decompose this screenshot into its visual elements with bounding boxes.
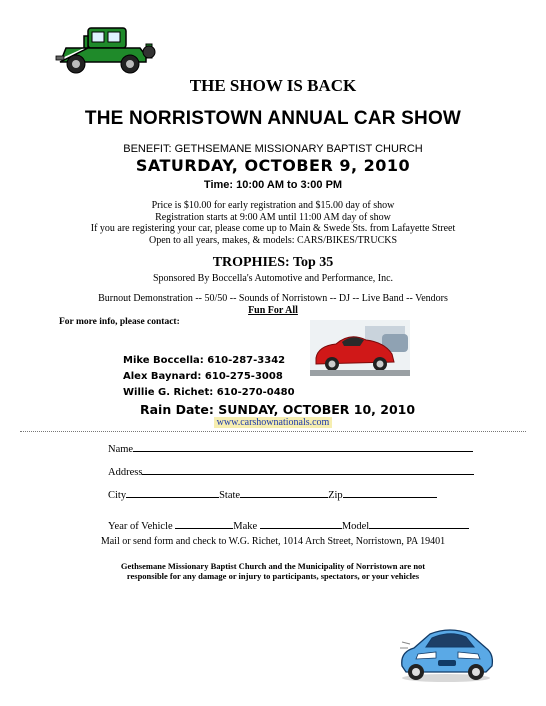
city-label: City xyxy=(108,490,127,501)
contact-list xyxy=(123,353,295,401)
detail-line: Price is $10.00 for early registration and $15.00 day of show xyxy=(151,200,395,211)
contact-entry: Mike Boccella: 610-287-3342 xyxy=(123,355,286,366)
form-row-city xyxy=(108,486,437,501)
form-row-name xyxy=(108,440,473,455)
disclaimer-line: Gethsemane Missionary Baptist Church and the Municipality of Norristown are not xyxy=(120,561,426,571)
zip-field[interactable] xyxy=(343,486,437,498)
make-label: Make xyxy=(233,521,258,532)
benefit-line: BENEFIT: GETHSEMANE MISSIONARY BAPTIST CHURCH xyxy=(123,143,423,155)
fun-for-all: Fun For All xyxy=(248,305,298,316)
cut-line-divider xyxy=(20,431,526,432)
year-field[interactable] xyxy=(175,517,233,529)
make-field[interactable] xyxy=(260,517,342,529)
address-label: Address xyxy=(108,467,143,478)
event-date: SATURDAY, OCTOBER 9, 2010 xyxy=(135,156,411,175)
red-car-photo xyxy=(310,320,410,376)
sponsor-line: Sponsored By Boccella's Automotive and Performance, Inc. xyxy=(152,273,394,284)
antique-car-illustration xyxy=(54,22,158,78)
blue-cartoon-car-illustration xyxy=(396,620,496,686)
disclaimer xyxy=(0,561,546,581)
disclaimer-line: responsible for any damage or injury to participants, spectators, or your vehicles xyxy=(126,571,420,581)
form-row-address xyxy=(108,463,474,478)
rain-date-label: Rain Date: xyxy=(140,402,214,417)
name-field[interactable] xyxy=(133,440,473,452)
mail-instructions: Mail or send form and check to W.G. Richet, 1014 Arch Street, Norristown, PA 19401 xyxy=(100,536,446,547)
trophies-heading: TROPHIES: Top 35 xyxy=(212,255,334,270)
website-row xyxy=(0,417,546,428)
model-label: Model xyxy=(341,521,370,532)
state-field[interactable] xyxy=(240,486,328,498)
city-field[interactable] xyxy=(126,486,219,498)
zip-label: Zip xyxy=(328,490,343,501)
detail-line: Registration starts at 9:00 AM until 11:00 AM day of show xyxy=(155,211,391,223)
model-field[interactable] xyxy=(369,517,469,529)
activities-line: Burnout Demonstration -- 50/50 -- Sounds of Norristown -- DJ -- Live Band -- Vendors xyxy=(98,293,448,304)
contact-entry: Willie G. Richet: 610-270-0480 xyxy=(123,387,295,398)
name-label: Name xyxy=(108,444,134,455)
address-field[interactable] xyxy=(142,463,474,475)
state-label: State xyxy=(219,490,241,501)
event-details xyxy=(0,200,546,246)
rain-date-value: SUNDAY, OCTOBER 10, 2010 xyxy=(218,402,416,417)
detail-line: If you are registering your car, please come up to Main & Swede Sts. from Lafayette Street xyxy=(90,223,456,234)
form-row-vehicle xyxy=(108,517,469,532)
year-label: Year of Vehicle xyxy=(108,521,173,532)
kicker-heading: THE SHOW IS BACK xyxy=(189,76,357,95)
rain-date xyxy=(140,402,415,417)
detail-line: Open to all years, makes, & models: CARS/BIKES/TRUCKS xyxy=(148,234,398,246)
page-title: THE NORRISTOWN ANNUAL CAR SHOW xyxy=(84,108,462,129)
website-link[interactable]: www.carshownationals.com xyxy=(214,417,333,428)
contact-entry: Alex Baynard: 610-275-3008 xyxy=(123,371,283,382)
event-time: Time: 10:00 AM to 3:00 PM xyxy=(203,179,343,191)
contact-intro: For more info, please contact: xyxy=(59,317,180,327)
